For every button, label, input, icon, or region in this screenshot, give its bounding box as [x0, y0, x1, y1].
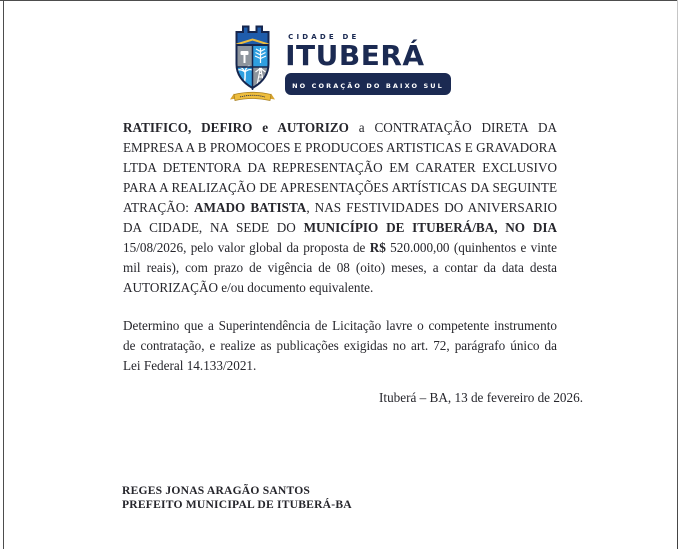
determination-paragraph: Determino que a Superintendência de Licitação lavre o competente instrumento de contratação, e realize as publicações exigidas no art. 72, parágrafo único da Lei Federal 14.133/2021. [123, 318, 557, 373]
signer-name: REGES JONAS ARAGÃO SANTOS [122, 484, 311, 497]
signer-title: PREFEITO MUNICIPAL DE ITUBERÁ-BA [122, 498, 352, 511]
ratification-paragraph [123, 118, 557, 298]
paragraph1-text-a: a CONTRATAÇÃO DIRETA DA EMPRESA A B PROMOCOES E PRODUCOES ARTISTICAS E GRAVADORA LTDA DETENTORA DA REPRESENTAÇÃO EM CARATER EXCLUSIVO PARA A REALIZAÇÃO DE APRESENTAÇÕES ARTÍSTICAS DA SEGUINTE ATRAÇÃO: [123, 120, 558, 215]
paragraph1-text-b: , NAS FESTIVIDADES DO ANIVERSARIO DA CIDADE, NA SEDE DO [123, 200, 557, 235]
logo-city-name: ITUBERÁ [285, 38, 425, 72]
city-crest [229, 24, 276, 104]
page-edge-top [0, 0, 678, 1]
page-edge-right [677, 0, 678, 549]
signature-block [122, 484, 680, 512]
paragraph1-text-c: 15/08/2026, pelo valor global da proposta de [123, 240, 370, 255]
ribbon-banner [230, 92, 275, 100]
municipality-date-bold: MUNICÍPIO DE ITUBERÁ/BA, NO DIA [303, 220, 557, 235]
currency-symbol-bold: R$ [369, 240, 386, 255]
logo-tagline-bar [285, 73, 451, 96]
logo-tagline: NO CORAÇÃO DO BAIXO SUL [292, 82, 444, 91]
ratify-phrase-bold: RATIFICO, DEFIRO e AUTORIZO [123, 120, 349, 135]
city-logo [0, 0, 680, 104]
place-date-line: Ituberá – BA, 13 de fevereiro de 2026. [379, 390, 583, 405]
logo-wordmark [285, 33, 451, 96]
logo-city-label: CIDADE DE [288, 32, 360, 41]
paragraph1-text-d: 520.000,00 (quinhentos e vinte mil reais), com prazo de vigência de 08 (oito) meses, a contar da data desta AUTORIZAÇÃO e/ou documento equivalente. [123, 240, 557, 295]
page-edge-left [3, 0, 4, 549]
attraction-name-bold: AMADO BATISTA [194, 200, 307, 215]
